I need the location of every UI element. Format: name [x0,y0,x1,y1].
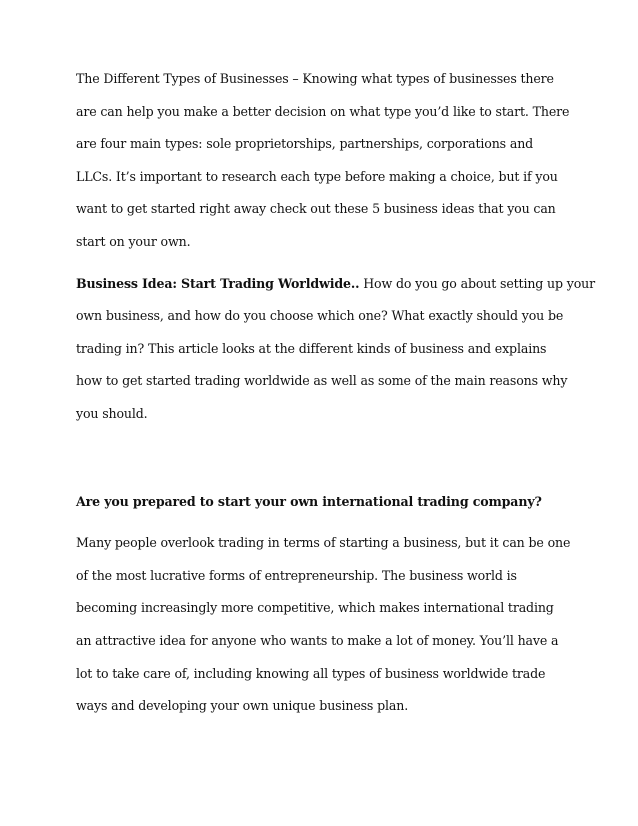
paragraph-line: ways and developing your own unique business plan. [76,698,409,714]
paragraph-line: are four main types: sole proprietorships, partnerships, corporations and [76,136,534,152]
paragraph-line [76,268,596,301]
paragraph-line: lot to take care of, including knowing all types of business worldwide trade [76,665,546,681]
paragraph-line: LLCs. It’s important to research each type before making a choice, but if you [76,168,558,184]
paragraph-line: Many people overlook trading in terms of starting a business, but it can be one [76,535,571,551]
paragraph-line: are can help you make a better decision on what type you’d like to start. There [76,103,570,119]
section-heading: Are you prepared to start your own international trading company? [76,493,542,509]
paragraph-line-rest: How do you go about setting up your [359,275,596,291]
paragraph-line: how to get started trading worldwide as well as some of the main reasons why [76,373,568,389]
paragraph-types-of-businesses [76,63,576,259]
paragraph-line: start on your own. [76,233,191,249]
business-idea-lead: Business Idea: Start Trading Worldwide.. [76,275,360,291]
paragraph-line: own business, and how do you choose which one? What exactly should you be [76,308,564,324]
paragraph-overlook-trading [76,527,576,723]
paragraph-trading-worldwide [76,268,596,431]
paragraph-line: an attractive idea for anyone who wants to make a lot of money. You’ll have a [76,632,559,648]
paragraph-line: becoming increasingly more competitive, which makes international trading [76,600,554,616]
paragraph-line: The Different Types of Businesses – Knowing what types of businesses there [76,71,554,86]
paragraph-line: of the most lucrative forms of entrepreneurship. The business world is [76,567,517,583]
paragraph-line: you should. [76,405,148,421]
document-page [76,63,596,723]
paragraph-line: trading in? This article looks at the different kinds of business and explains [76,340,547,356]
paragraph-line: want to get started right away check out these 5 business ideas that you can [76,201,556,217]
